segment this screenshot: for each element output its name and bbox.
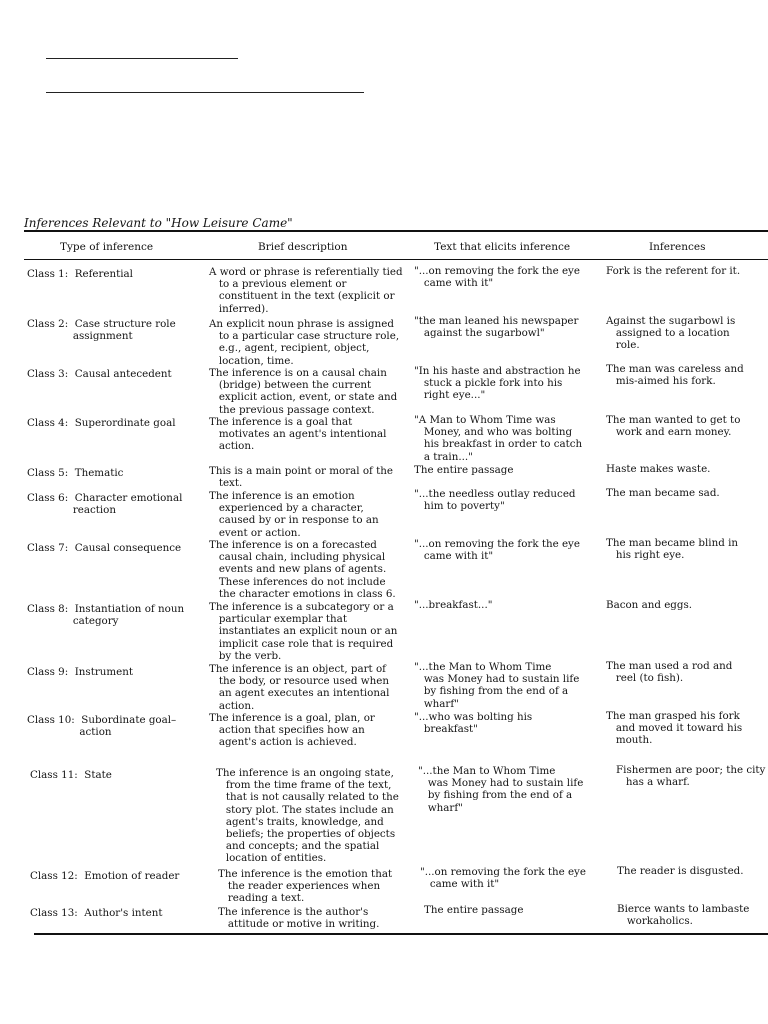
row-description: The inference is the author's attitude or motive in writing.: [218, 906, 380, 931]
table-caption: Inferences Relevant to "How Leisure Came": [24, 216, 293, 230]
row-class-label: Class 8: Instantiation of noun category: [27, 603, 185, 628]
row-description: The inference is the emotion that the reader experiences when reading a text.: [218, 868, 393, 905]
row-class-label: Class 2: Case structure role assignment: [27, 318, 176, 343]
row-inference: The man wanted to get to work and earn money.: [606, 414, 741, 439]
row-class-label: Class 7: Causal consequence: [27, 542, 182, 554]
row-eliciting-text: "...on removing the fork the eye came with it": [414, 265, 580, 290]
row-description: The inference is on a forecasted causal chain, including physical events and new plans of agents. These inferences do not include the character emotions in class 6.: [209, 539, 396, 600]
row-eliciting-text: "...the Man to Whom Time was Money had to sustain life by fishing from the end of a wharf": [414, 661, 580, 710]
row-description: The inference is an emotion experienced by a character, caused by or in response to an event or action.: [209, 490, 379, 539]
row-inference: The reader is disgusted.: [617, 865, 744, 877]
row-eliciting-text: "...the needless outlay reduced him to poverty": [414, 488, 576, 513]
row-class-label: Class 12: Emotion of reader: [30, 870, 180, 882]
header-inferences: Inferences: [649, 241, 706, 253]
row-eliciting-text: "...who was bolting his breakfast": [414, 711, 533, 736]
row-inference: The man was careless and mis-aimed his fork.: [606, 363, 744, 388]
row-class-label: Class 1: Referential: [27, 268, 133, 280]
row-class-label: Class 9: Instrument: [27, 666, 134, 678]
header-eliciting-text: Text that elicits inference: [434, 241, 571, 253]
row-inference: The man grasped his fork and moved it toward his mouth.: [606, 710, 743, 747]
row-inference: The man used a rod and reel (to fish).: [606, 660, 733, 685]
header-type-of-inference: Type of inference: [60, 241, 154, 253]
row-class-label: Class 4: Superordinate goal: [27, 417, 176, 429]
row-eliciting-text: "...the Man to Whom Time was Money had to sustain life by fishing from the end of a wharf": [418, 765, 584, 814]
row-class-label: Class 10: Subordinate goal– action: [27, 714, 177, 739]
row-eliciting-text: "...breakfast...": [414, 599, 493, 611]
row-description: A word or phrase is referentially tied to a previous element or constituent in the text (explicit or inferred).: [209, 266, 403, 315]
row-eliciting-text: "A Man to Whom Time was Money, and who was bolting his breakfast in order to catch a train...": [414, 414, 583, 463]
row-eliciting-text: "In his haste and abstraction he stuck a pickle fork into his right eye...": [414, 365, 581, 402]
table-header-rule: [24, 259, 768, 260]
row-eliciting-text: "...on removing the fork the eye came with it": [420, 866, 586, 891]
row-inference: Against the sugarbowl is assigned to a location role.: [606, 315, 736, 352]
row-inference: Bierce wants to lambaste workaholics.: [617, 903, 750, 928]
row-inference: Fork is the referent for it.: [606, 265, 741, 277]
row-inference: Haste makes waste.: [606, 463, 711, 475]
row-class-label: Class 5: Thematic: [27, 467, 124, 479]
row-description: The inference is an object, part of the body, or resource used when an agent executes an intentional action.: [209, 663, 390, 712]
row-class-label: Class 3: Causal antecedent: [27, 368, 172, 380]
row-description: The inference is a goal that motivates an agent's intentional action.: [209, 416, 387, 453]
header-brief-description: Brief description: [258, 241, 348, 253]
row-description: An explicit noun phrase is assigned to a particular case structure role, e.g., agent, recipient, object, location, time.: [209, 318, 400, 367]
row-inference: The man became blind in his right eye.: [606, 537, 738, 562]
row-description: This is a main point or moral of the text.: [209, 465, 393, 490]
row-eliciting-text: The entire passage: [414, 464, 514, 476]
row-inference: Fishermen are poor; the city has a wharf.: [616, 764, 766, 789]
table-bottom-rule: [34, 933, 768, 935]
row-inference: Bacon and eggs.: [606, 599, 693, 611]
row-class-label: Class 13: Author's intent: [30, 907, 163, 919]
table-top-rule: [24, 230, 768, 232]
row-eliciting-text: The entire passage: [424, 904, 524, 916]
row-description: The inference is on a causal chain (bridge) between the current explicit action, event, or state and the previous passage context.: [209, 367, 398, 416]
row-description: The inference is a goal, plan, or action that specifies how an agent's action is achieved.: [209, 712, 375, 749]
row-eliciting-text: "the man leaned his newspaper against the sugarbowl": [414, 315, 579, 340]
row-description: The inference is a subcategory or a particular exemplar that instantiates an explicit noun or an implicit case role that is required by the verb.: [209, 601, 398, 662]
row-class-label: Class 11: State: [30, 769, 112, 781]
row-class-label: Class 6: Character emotional reaction: [27, 492, 183, 517]
blank-line-rule: [46, 58, 238, 59]
blank-line-rule: [46, 92, 364, 93]
row-description: The inference is an ongoing state, from the time frame of the text, that is not causally related to the story plot. The states include an agent's traits, knowledge, and beliefs; the properties of objects and concepts; and the spatial location of entities.: [216, 767, 399, 865]
row-inference: The man became sad.: [606, 487, 720, 499]
row-eliciting-text: "...on removing the fork the eye came with it": [414, 538, 580, 563]
